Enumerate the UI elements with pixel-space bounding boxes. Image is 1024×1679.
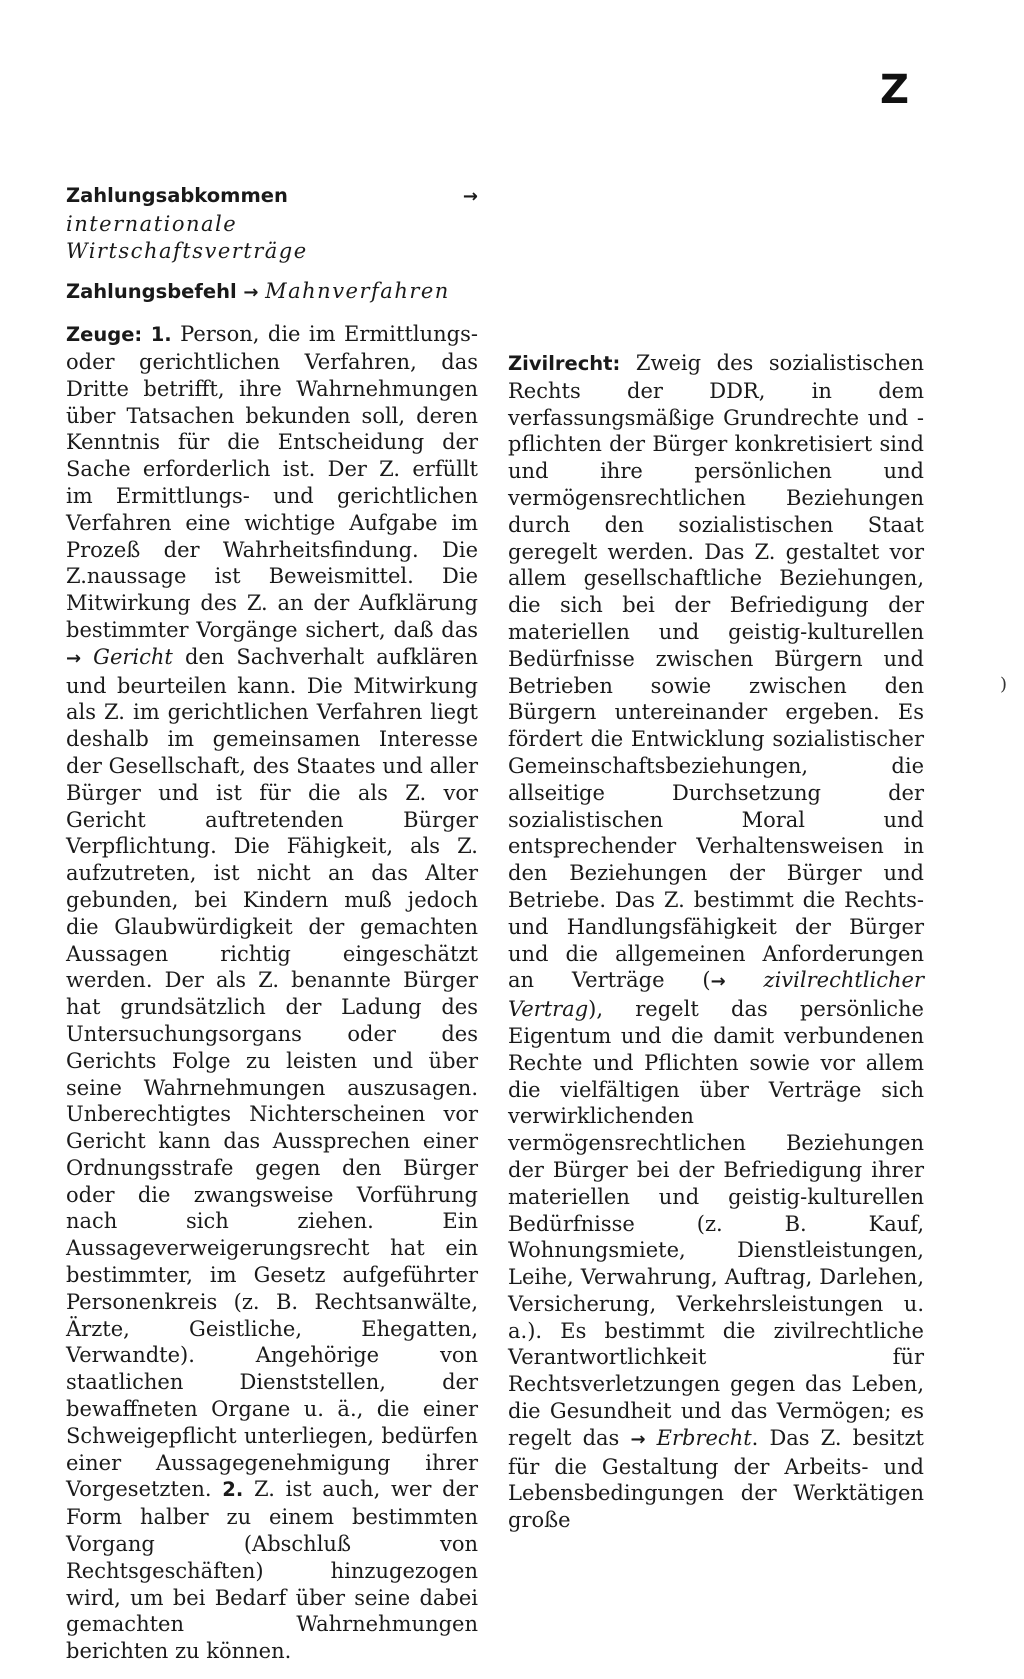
cross-reference-link[interactable]: Erbrecht [656, 1425, 752, 1450]
sense-number: 2. [222, 1478, 244, 1502]
entry-zeuge [66, 321, 478, 1665]
entry-text: Person, die im Ermittlungs- oder gerichtlichen Verfahren, das Dritte betrifft, ihre Wahrnehmungen über Tatsachen bekunden soll, deren Kenntnis für die Entscheidung der Sache erforderlich ist. Der Z. erfüllt im Ermittlungs- und gerichtlichen Verfahren eine wichtige Aufgabe im Prozeß der Wahrheitsfindung. Die Z.naussage ist Beweismittel. Die Mitwirkung des Z. an der Aufklärung bestimmter Vorgänge sichert, daß das [66, 322, 478, 642]
section-letter: Z [880, 67, 910, 113]
entry-text: Zweig des sozialistischen Rechts der DDR, in dem verfassungsmäßige Grundrechte und -pflichten der Bürger konkretisiert sind und ihre persönlichen und vermögensrechtlichen Beziehungen durch den sozialistischen Staat geregelt werden. Das Z. gestaltet vor allem gesellschaftliche Beziehungen, die sich bei der Befriedigung der materiellen und geistig-kulturellen Bedürfnisse zwischen Bürgern und Betrieben sowie zwischen den Bürgern untereinander ergeben. Es fördert die Entwicklung sozialistischer Gemeinschaftsbeziehungen, die allseitige Durchsetzung der sozialistischen Moral und entsprechender Verhaltensweisen in den Beziehungen der Bürger und Betriebe. Das Z. bestimmt die Rechts- und Handlungsfähigkeit der Bürger und die allgemeinen Anforderungen an Verträge ( [508, 351, 924, 993]
headword: Zeuge: [66, 323, 143, 347]
headword: Zahlungsbefehl [66, 280, 237, 304]
entry-zahlungsbefehl [66, 278, 478, 307]
arrow-icon: → [66, 647, 82, 669]
sense-number: 1. [150, 323, 172, 347]
entry-zivilrecht [508, 350, 924, 1534]
arrow-icon: → [630, 1428, 646, 1450]
arrow-icon: → [462, 186, 478, 207]
entry-text: . Das Z. besitzt für die Gestaltung der Arbeits- und Lebensbedingungen der Werktätigen große [508, 1425, 924, 1533]
cross-reference-link[interactable]: zivilrechtlicher Vertrag [508, 968, 924, 1022]
headword: Zivilrecht: [508, 352, 621, 375]
cross-reference-link[interactable]: Mahnverfahren [265, 279, 450, 304]
cross-reference-link[interactable]: Gericht [93, 644, 173, 669]
entry-text: ), regelt das persönliche Eigentum und die damit verbundenen Rechte und Pflichten sowie vor allem die vielfältigen über Verträge sich verwirklichenden vermögensrechtlichen Beziehungen der Bürger bei der Befriedigung ihrer materiellen und geistig-kulturellen Bedürfnisse (z. B. Kauf, Wohnungsmiete, Dienstleistungen, Leihe, Verwahrung, Auftrag, Darlehen, Versicherung, Verkehrsleistungen u. a.). Es bestimmt die zivilrechtliche Verantwortlichkeit für Rechtsverletzungen gegen das Leben, die Gesundheit und das Vermögen; es regelt das [508, 997, 924, 1450]
margin-mark: ) [1000, 674, 1008, 695]
arrow-icon: → [710, 971, 726, 993]
left-column [66, 182, 478, 1679]
cross-reference-link[interactable]: internationale Wirtschaftsverträge [66, 211, 308, 263]
entry-text: den Sachverhalt aufklären und beurteilen kann. Die Mitwirkung als Z. im gerichtlichen Verfahren liegt deshalb im gemeinsamen Interesse der Gesellschaft, des Staates und aller Bürger und ist für die als Z. vor Gericht auftretenden Bürger Verpflichtung. Die Fähigkeit, als Z. aufzutreten, ist nicht an das Alter gebunden, bei Kindern muß jedoch die Glaubwürdigkeit der gemachten Aussagen richtig eingeschätzt werden. Der als Z. benannte Bürger hat grundsätzlich der Ladung des Untersuchungsorgans oder des Gerichts Folge zu leisten und über seine Wahrnehmungen auszusagen. Unberechtigtes Nichterscheinen vor Gericht kann das Aussprechen einer Ordnungsstrafe gegen den Bürger oder die zwangsweise Vorführung nach sich ziehen. Ein Aussageverweigerungsrecht hat ein bestimmter, im Gesetz aufgeführter Personenkreis (z. B. Rechtsanwälte, Ärzte, Geistliche, Ehegatten, Verwandte). Angehörige von staatlichen Dienststellen, der bewaffneten Organe u. ä., die einer Schweigepflicht unterliegen, bedürfen einer Aussagegenehmigung ihrer Vorgesetzten. [66, 644, 478, 1502]
entry-zahlungsabkommen [66, 182, 478, 264]
entry-text: Z. ist auch, wer der Form halber zu einem bestimmten Vorgang (Abschluß von Rechtsgeschäften) hinzugezogen wird, um bei Bedarf über seine dabei gemachten Wahrnehmungen berichten zu können. [66, 1477, 479, 1664]
arrow-icon: → [243, 282, 259, 304]
right-column [508, 182, 924, 1548]
headword: Zahlungsabkommen [66, 184, 288, 207]
